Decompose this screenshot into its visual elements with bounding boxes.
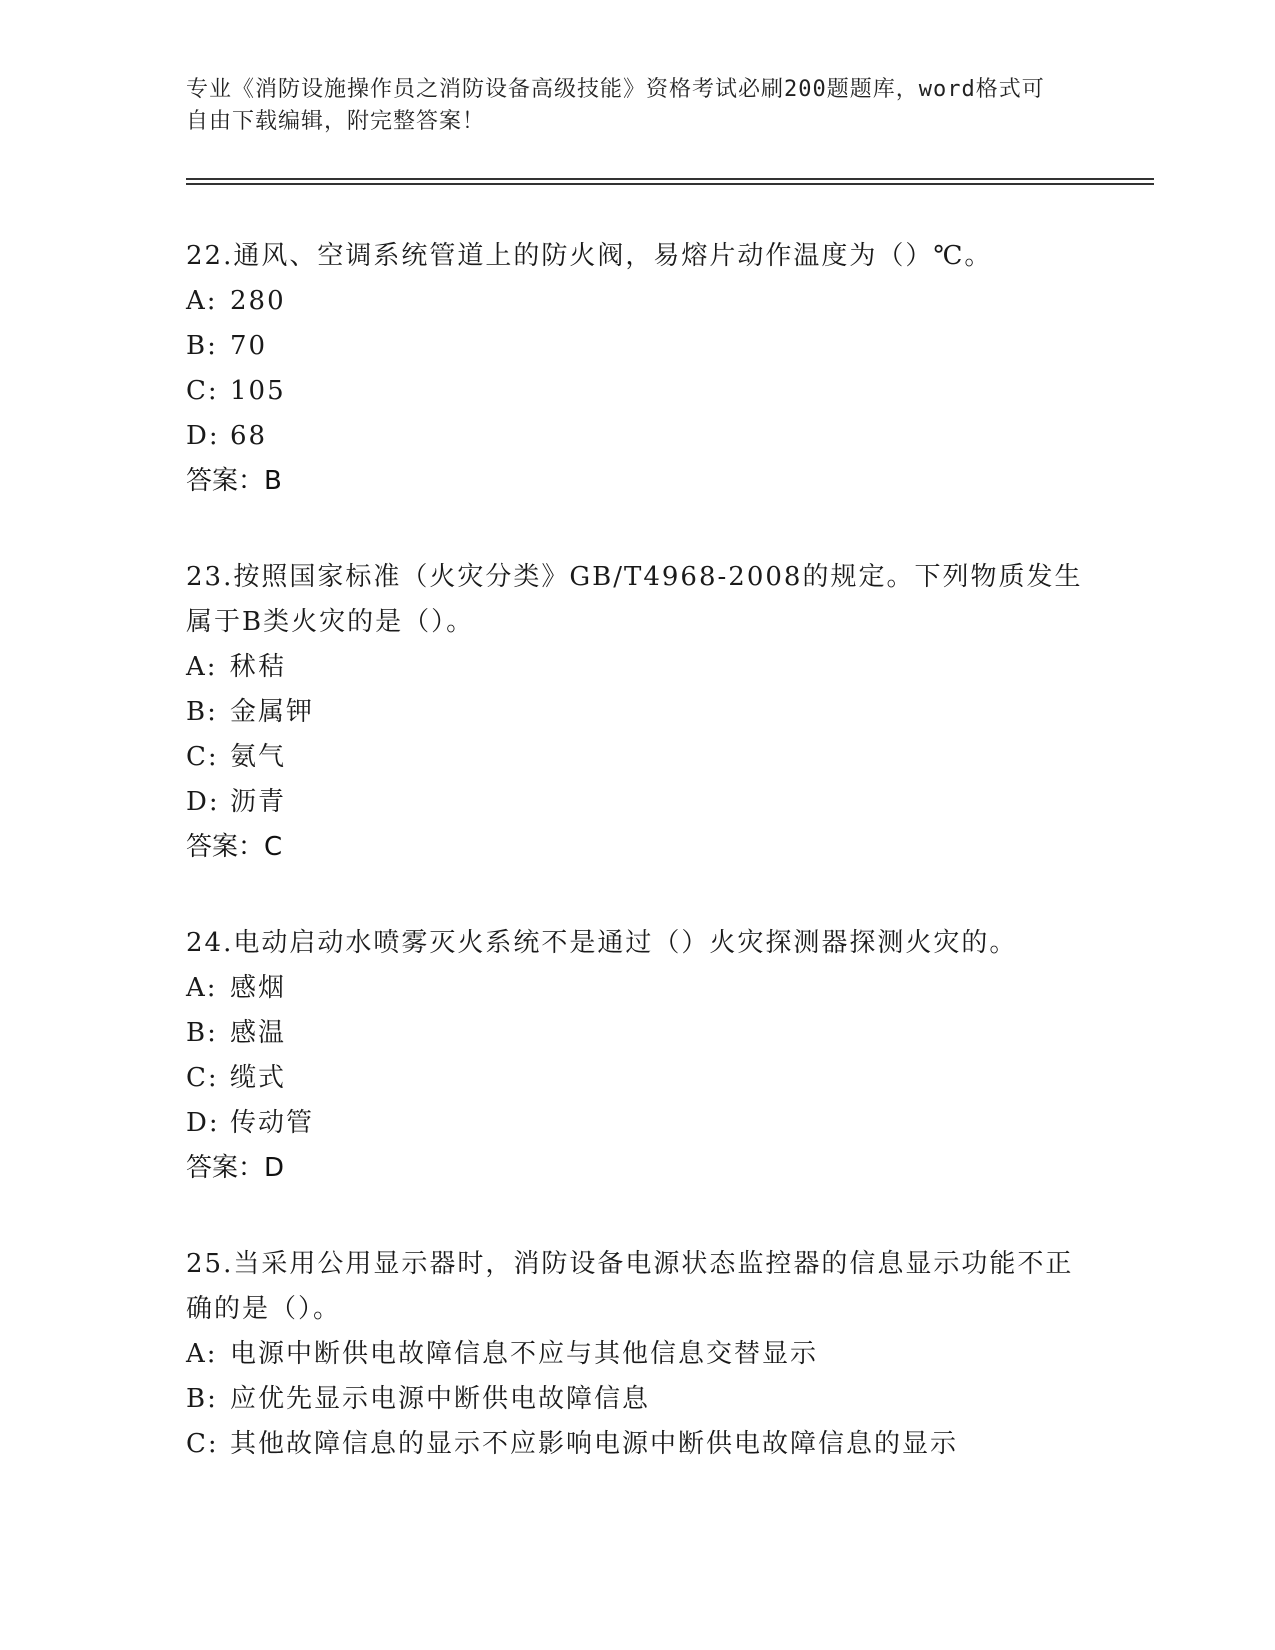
question-stem: 23.按照国家标准（火灾分类》GB/T4968-2008的规定。下列物质发生属于B类火灾的是（）。 <box>186 562 1083 637</box>
option-text: 缆式 <box>230 1063 287 1093</box>
question-stem: 25.当采用公用显示器时，消防设备电源状态监控器的信息显示功能不正确的是（）。 <box>186 1249 1074 1324</box>
option-letter: A: <box>186 973 218 1003</box>
option-a <box>186 1332 1086 1377</box>
option-d <box>186 780 1086 825</box>
option-letter: A: <box>186 286 218 316</box>
option-letter: B: <box>186 697 218 727</box>
option-text: 传动管 <box>230 1108 315 1138</box>
option-text: 应优先显示电源中断供电故障信息 <box>230 1384 651 1414</box>
option-text: 沥青 <box>230 787 287 817</box>
option-text: 秫秸 <box>230 652 287 682</box>
option-letter: B: <box>186 1384 218 1414</box>
option-b <box>186 324 1086 369</box>
option-b <box>186 1011 1086 1056</box>
option-c <box>186 1056 1086 1101</box>
question-24 <box>186 921 1086 1190</box>
option-text: 105 <box>230 376 286 406</box>
option-b <box>186 690 1086 735</box>
option-c <box>186 369 1086 414</box>
option-c <box>186 1422 1086 1467</box>
option-letter: C: <box>186 1063 219 1093</box>
option-letter: C: <box>186 1429 219 1459</box>
question-23 <box>186 555 1086 869</box>
option-text: 70 <box>230 331 268 361</box>
header-divider-bottom <box>186 183 1154 185</box>
answer-line: 答案：B <box>186 466 282 496</box>
option-a <box>186 645 1086 690</box>
document-header: 专业《消防设施操作员之消防设备高级技能》资格考试必刷200题题库，word格式可自由下载编辑，附完整答案！ <box>186 77 1045 134</box>
option-text: 感烟 <box>230 973 287 1003</box>
option-letter: D: <box>186 787 220 817</box>
option-letter: D: <box>186 1108 220 1138</box>
option-text: 其他故障信息的显示不应影响电源中断供电故障信息的显示 <box>230 1429 959 1459</box>
option-letter: A: <box>186 1339 218 1369</box>
option-text: 280 <box>230 286 286 316</box>
option-text: 氨气 <box>230 742 287 772</box>
option-letter: B: <box>186 331 218 361</box>
answer-line: 答案：D <box>186 1153 285 1183</box>
option-c <box>186 735 1086 780</box>
option-letter: A: <box>186 652 218 682</box>
header-divider-top <box>186 178 1154 180</box>
option-a <box>186 279 1086 324</box>
option-letter: C: <box>186 742 219 772</box>
option-text: 68 <box>230 421 268 451</box>
option-text: 感温 <box>230 1018 287 1048</box>
option-text: 金属钾 <box>230 697 315 727</box>
question-list <box>186 234 1086 1519</box>
option-text: 电源中断供电故障信息不应与其他信息交替显示 <box>230 1339 819 1369</box>
answer-line: 答案：C <box>186 832 283 862</box>
option-letter: D: <box>186 421 220 451</box>
question-stem: 22.通风、空调系统管道上的防火阀，易熔片动作温度为（）℃。 <box>186 241 993 271</box>
question-stem: 24.电动启动水喷雾灭火系统不是通过（）火灾探测器探测火灾的。 <box>186 928 1018 958</box>
option-b <box>186 1377 1086 1422</box>
option-d <box>186 414 1086 459</box>
option-letter: B: <box>186 1018 218 1048</box>
option-letter: C: <box>186 376 219 406</box>
question-22 <box>186 234 1086 503</box>
question-25 <box>186 1242 1086 1467</box>
option-d <box>186 1101 1086 1146</box>
option-a <box>186 966 1086 1011</box>
